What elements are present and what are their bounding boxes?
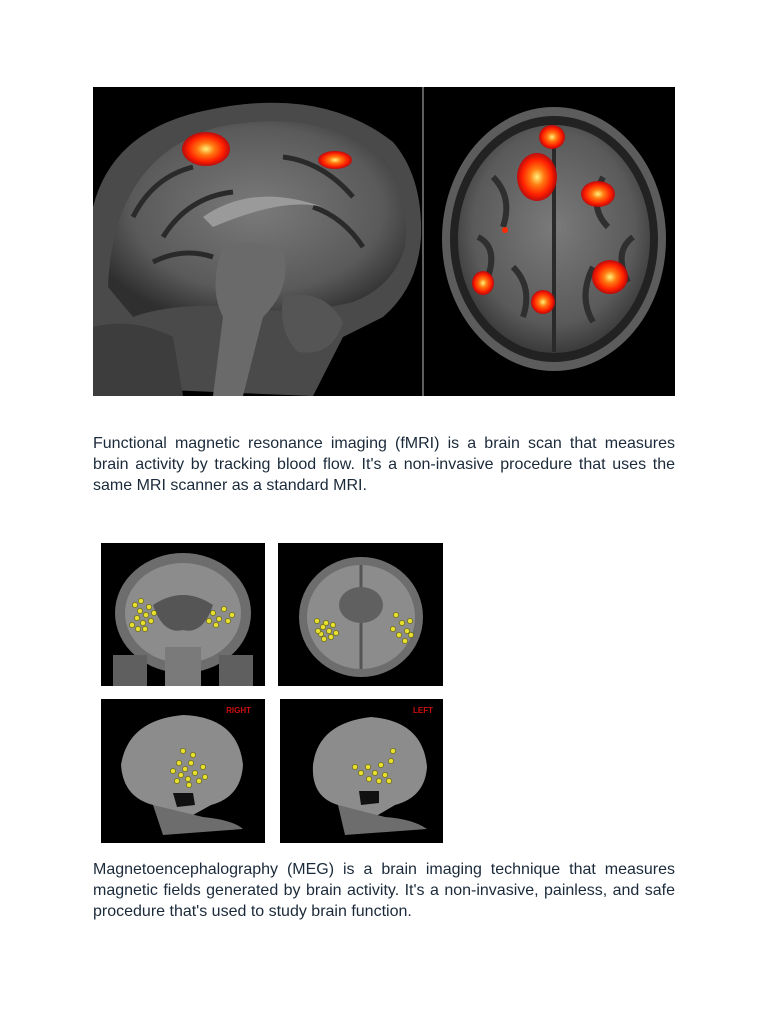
activation-spot bbox=[592, 260, 628, 294]
fmri-description-paragraph: Functional magnetic resonance imaging (fMRI) is a brain scan that measures brain activity by tracking blood flow. It's a non-invasive procedure that uses the same MRI scanner as a standard MRI. bbox=[93, 435, 675, 494]
meg-panel-axial bbox=[278, 543, 443, 686]
activation-spot bbox=[318, 151, 352, 169]
meg-description-paragraph: Magnetoencephalography (MEG) is a brain imaging technique that measures magnetic fields generated by brain activity. It's a non-invasive, painless, and safe procedure that's used to study brain function. bbox=[93, 861, 675, 920]
fmri-brain-scan-image bbox=[93, 87, 675, 396]
activation-spot bbox=[539, 125, 565, 149]
meg-panel-right bbox=[101, 699, 265, 843]
activation-spot bbox=[182, 132, 230, 166]
meg-panel-left bbox=[280, 699, 443, 843]
activation-spot bbox=[517, 153, 557, 201]
meg-left-label: LEFT bbox=[413, 706, 433, 715]
activation-spot bbox=[472, 271, 494, 295]
meg-panel-coronal bbox=[101, 543, 265, 686]
meg-scan-graphic bbox=[93, 535, 453, 847]
activation-spot bbox=[581, 181, 615, 207]
meg-brain-scan-image bbox=[93, 535, 453, 847]
activation-spot bbox=[531, 290, 555, 314]
meg-right-label: RIGHT bbox=[226, 706, 251, 715]
fmri-scan-graphic bbox=[93, 87, 675, 396]
axial-view bbox=[442, 107, 666, 371]
